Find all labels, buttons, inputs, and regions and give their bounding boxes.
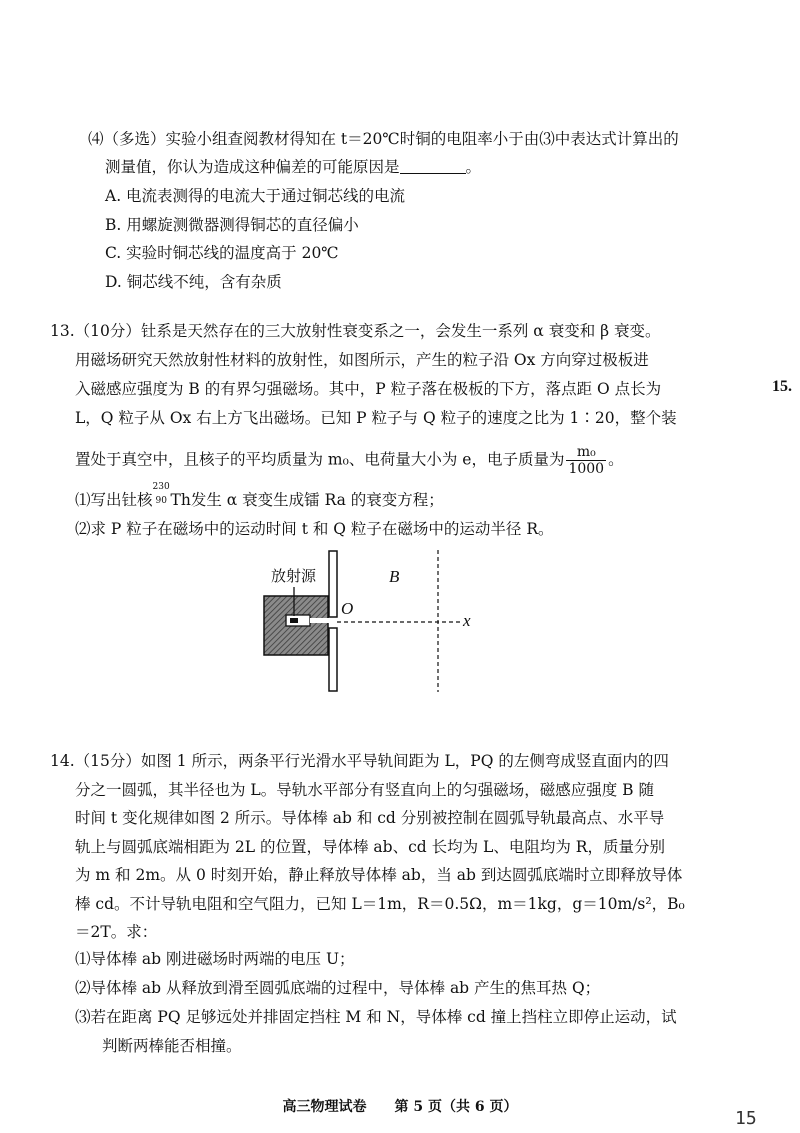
q14-line7: ＝2T。求： <box>75 923 158 941</box>
q12-4-option-c: C. 实验时铜芯线的温度高于 20℃ <box>105 244 339 262</box>
q13-line2: 用磁场研究天然放射性材料的放射性，如图所示，产生的粒子沿 Ox 方向穿过极板进 <box>75 351 649 369</box>
source-chamber <box>286 615 310 626</box>
nuclide-atomic-number: 90 <box>155 496 167 506</box>
q14-sub3-line1: ⑶若在距离 PQ 足够远处并排固定挡柱 M 和 N，导体棒 cd 撞上挡柱立即停止运动，试 <box>75 1008 677 1026</box>
q14-line2: 分之一圆弧，其半径也为 L。导轨水平部分有竖直向上的匀强磁场，磁感应强度 B 随 <box>75 781 654 799</box>
source-channel <box>310 618 330 623</box>
q13-line1: 13.（10分）钍系是天然存在的三大放射性衰变系之一，会发生一系列 α 衰变和 β 衰变。 <box>50 322 661 340</box>
nuclide-mass-number: 230 <box>152 482 170 492</box>
q13-line3: 入磁感应强度为 B 的有界匀强磁场。其中，P 粒子落在极板的下方，落点距 O 点长为 <box>75 380 662 398</box>
axis-label-x: x <box>463 611 471 630</box>
q13-line5 <box>75 444 624 477</box>
answer-blank <box>400 158 466 174</box>
q13-sub2: ⑵求 P 粒子在磁场中的运动时间 t 和 Q 粒子在磁场中的运动半径 R。 <box>75 520 554 538</box>
nuclide-symbol: Th <box>170 491 191 509</box>
q12-4-line2-end: 。 <box>465 158 482 176</box>
q12-4-option-a: A. 电流表测得的电流大于通过铜芯线的电流 <box>105 187 406 205</box>
origin-label-o: O <box>341 599 354 618</box>
plate-lower <box>329 628 337 691</box>
q14-line1: 14.（15分）如图 1 所示，两条平行光滑水平导轨间距为 L，PQ 的左侧弯成竖直面内的四 <box>50 752 669 770</box>
page-footer: 高三物理试卷 第 5 页（共 6 页） <box>282 1099 518 1115</box>
radioactive-sample <box>290 618 298 623</box>
q13-line5-end: 。 <box>608 450 624 469</box>
fraction-denominator: 1000 <box>568 461 605 477</box>
q14-sub1: ⑴导体棒 ab 刚进磁场时两端的电压 U； <box>75 950 355 968</box>
q13-sub1-end: 发生 α 衰变生成镭 Ra 的衰变方程； <box>190 491 444 509</box>
q13-sub1-text: ⑴写出钍核 <box>75 491 153 509</box>
q12-4-line2-text: 测量值，你认为造成这种偏差的可能原因是 <box>105 158 400 176</box>
q13-line5-text: 置处于真空中，且核子的平均质量为 m₀、电荷量大小为 e，电子质量为 <box>75 450 565 469</box>
side-question-mark: 15. <box>772 378 792 395</box>
field-label-b: B <box>389 567 400 586</box>
q12-4-line2 <box>105 156 481 178</box>
page-number: 15 <box>735 1108 757 1129</box>
electron-mass-fraction <box>566 444 606 477</box>
q12-4-option-b: B. 用螺旋测微器测得铜芯的直径偏小 <box>105 216 359 234</box>
q13-line4: L，Q 粒子从 Ox 右上方飞出磁场。已知 P 粒子与 Q 粒子的速度之比为 1∶20，整个装 <box>75 409 677 427</box>
q13-sub1 <box>75 482 444 511</box>
q14-line3: 时间 t 变化规律如图 2 所示。导体棒 ab 和 cd 分别被控制在圆弧导轨最高点、水平导 <box>75 809 665 827</box>
q14-sub2: ⑵导体棒 ab 从释放到滑至圆弧底端的过程中，导体棒 ab 产生的焦耳热 Q； <box>75 979 601 997</box>
q14-line5: 为 m 和 2m。从 0 时刻开始，静止释放导体棒 ab，当 ab 到达圆弧底端时立即释放导体 <box>75 866 683 884</box>
q14-line6: 棒 cd。不计导轨电阻和空气阻力，已知 L＝1m，R＝0.5Ω，m＝1kg，g＝10m/s²，B₀ <box>75 895 685 913</box>
source-label: 放射源 <box>271 567 317 585</box>
q12-4-option-d: D. 铜芯线不纯，含有杂质 <box>105 273 282 291</box>
plate-upper <box>329 551 337 617</box>
thorium-nuclide <box>152 482 171 507</box>
q12-4-line1: ⑷（多选）实验小组查阅教材得知在 t＝20℃时铜的电阻率小于由⑶中表达式计算出的 <box>88 130 679 148</box>
q14-line4: 轨上与圆弧底端相距为 2L 的位置，导体棒 ab、cd 长均为 L、电阻均为 R，质量分别 <box>75 838 665 856</box>
source-shield-block <box>264 596 328 655</box>
q14-sub3-line2: 判断两棒能否相撞。 <box>102 1037 242 1055</box>
fraction-numerator: m₀ <box>566 444 606 461</box>
